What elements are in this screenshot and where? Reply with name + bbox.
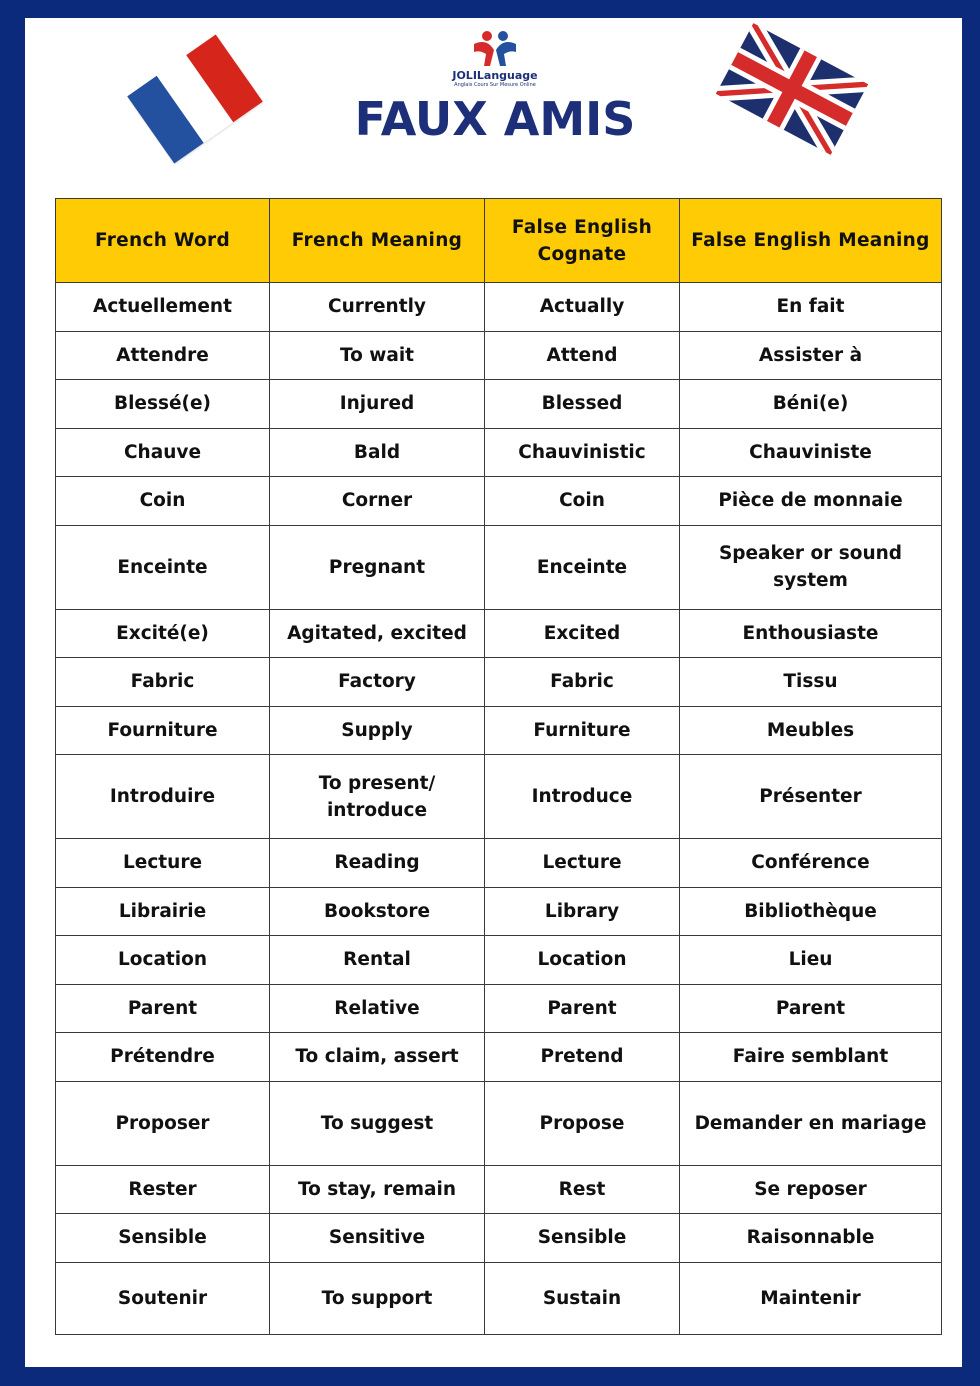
false-cognate-cell: Fabric [485, 658, 680, 707]
table-row [56, 525, 942, 609]
french-word-cell: Location [56, 936, 270, 985]
french-meaning-cell: Bald [270, 428, 485, 477]
false-meaning-cell: Lieu [680, 936, 942, 985]
false-cognate-cell: Sustain [485, 1262, 680, 1334]
french-word-cell: Blessé(e) [56, 380, 270, 429]
false-meaning-cell: Demander en mariage [680, 1081, 942, 1165]
column-header-french-word: French Word [56, 199, 270, 283]
table-row [56, 658, 942, 707]
french-word-cell: Parent [56, 984, 270, 1033]
french-meaning-cell: Factory [270, 658, 485, 707]
table-row [56, 1081, 942, 1165]
table-row [56, 380, 942, 429]
false-cognate-cell: Introduce [485, 755, 680, 839]
false-cognate-cell: Rest [485, 1165, 680, 1214]
table-row [56, 936, 942, 985]
false-meaning-cell: Raisonnable [680, 1214, 942, 1263]
column-header-false-cognate: False English Cognate [485, 199, 680, 283]
false-meaning-cell: Bibliothèque [680, 887, 942, 936]
table-row [56, 331, 942, 380]
french-word-cell: Attendre [56, 331, 270, 380]
false-meaning-cell: Meubles [680, 706, 942, 755]
french-word-cell: Chauve [56, 428, 270, 477]
false-cognate-cell: Attend [485, 331, 680, 380]
false-cognate-cell: Pretend [485, 1033, 680, 1082]
french-meaning-cell: Injured [270, 380, 485, 429]
false-cognate-cell: Lecture [485, 839, 680, 888]
false-meaning-cell: Chauviniste [680, 428, 942, 477]
logo-name: JOLILanguage [452, 69, 538, 82]
false-meaning-cell: Maintenir [680, 1262, 942, 1334]
column-header-french-meaning: French Meaning [270, 199, 485, 283]
faux-amis-table [55, 198, 942, 1335]
french-meaning-cell: Currently [270, 283, 485, 332]
french-meaning-cell: Rental [270, 936, 485, 985]
table-header-row [56, 199, 942, 283]
french-word-cell: Rester [56, 1165, 270, 1214]
table-row [56, 1262, 942, 1334]
french-word-cell: Coin [56, 477, 270, 526]
french-word-cell: Proposer [56, 1081, 270, 1165]
french-meaning-cell: To wait [270, 331, 485, 380]
table-row [56, 839, 942, 888]
table-row [56, 706, 942, 755]
french-meaning-cell: To present/ introduce [270, 755, 485, 839]
french-word-cell: Excité(e) [56, 609, 270, 658]
french-meaning-cell: To stay, remain [270, 1165, 485, 1214]
french-word-cell: Sensible [56, 1214, 270, 1263]
french-meaning-cell: To claim, assert [270, 1033, 485, 1082]
french-word-cell: Enceinte [56, 525, 270, 609]
french-word-cell: Introduire [56, 755, 270, 839]
table-row [56, 1214, 942, 1263]
false-meaning-cell: Présenter [680, 755, 942, 839]
false-cognate-cell: Propose [485, 1081, 680, 1165]
false-meaning-cell: Assister à [680, 331, 942, 380]
french-meaning-cell: Supply [270, 706, 485, 755]
false-cognate-cell: Enceinte [485, 525, 680, 609]
table-row [56, 428, 942, 477]
french-word-cell: Librairie [56, 887, 270, 936]
table-row [56, 1033, 942, 1082]
table-row [56, 477, 942, 526]
page-title: FAUX AMIS [354, 92, 636, 146]
false-meaning-cell: Speaker or sound system [680, 525, 942, 609]
false-meaning-cell: Se reposer [680, 1165, 942, 1214]
false-cognate-cell: Actually [485, 283, 680, 332]
french-meaning-cell: Reading [270, 839, 485, 888]
false-meaning-cell: En fait [680, 283, 942, 332]
french-word-cell: Soutenir [56, 1262, 270, 1334]
logo-tagline: Anglais Cours Sur Mesure Online [454, 82, 536, 88]
false-cognate-cell: Library [485, 887, 680, 936]
false-cognate-cell: Furniture [485, 706, 680, 755]
logo [425, 28, 565, 89]
french-word-cell: Prétendre [56, 1033, 270, 1082]
false-meaning-cell: Enthousiaste [680, 609, 942, 658]
column-header-false-meaning: False English Meaning [680, 199, 942, 283]
french-word-cell: Fourniture [56, 706, 270, 755]
french-meaning-cell: Relative [270, 984, 485, 1033]
french-meaning-cell: To suggest [270, 1081, 485, 1165]
false-meaning-cell: Pièce de monnaie [680, 477, 942, 526]
french-word-cell: Lecture [56, 839, 270, 888]
french-meaning-cell: Corner [270, 477, 485, 526]
false-meaning-cell: Béni(e) [680, 380, 942, 429]
table-row [56, 984, 942, 1033]
french-meaning-cell: Pregnant [270, 525, 485, 609]
french-word-cell: Actuellement [56, 283, 270, 332]
false-cognate-cell: Excited [485, 609, 680, 658]
false-cognate-cell: Parent [485, 984, 680, 1033]
french-meaning-cell: Agitated, excited [270, 609, 485, 658]
false-cognate-cell: Blessed [485, 380, 680, 429]
false-cognate-cell: Coin [485, 477, 680, 526]
table-row [56, 609, 942, 658]
table-row [56, 1165, 942, 1214]
false-meaning-cell: Faire semblant [680, 1033, 942, 1082]
french-meaning-cell: To support [270, 1262, 485, 1334]
false-meaning-cell: Tissu [680, 658, 942, 707]
table-row [56, 283, 942, 332]
false-meaning-cell: Conférence [680, 839, 942, 888]
false-meaning-cell: Parent [680, 984, 942, 1033]
french-meaning-cell: Bookstore [270, 887, 485, 936]
table-row [56, 887, 942, 936]
false-cognate-cell: Chauvinistic [485, 428, 680, 477]
jolilanguage-logo-icon [470, 28, 520, 68]
false-cognate-cell: Sensible [485, 1214, 680, 1263]
french-meaning-cell: Sensitive [270, 1214, 485, 1263]
french-word-cell: Fabric [56, 658, 270, 707]
table-row [56, 755, 942, 839]
false-cognate-cell: Location [485, 936, 680, 985]
